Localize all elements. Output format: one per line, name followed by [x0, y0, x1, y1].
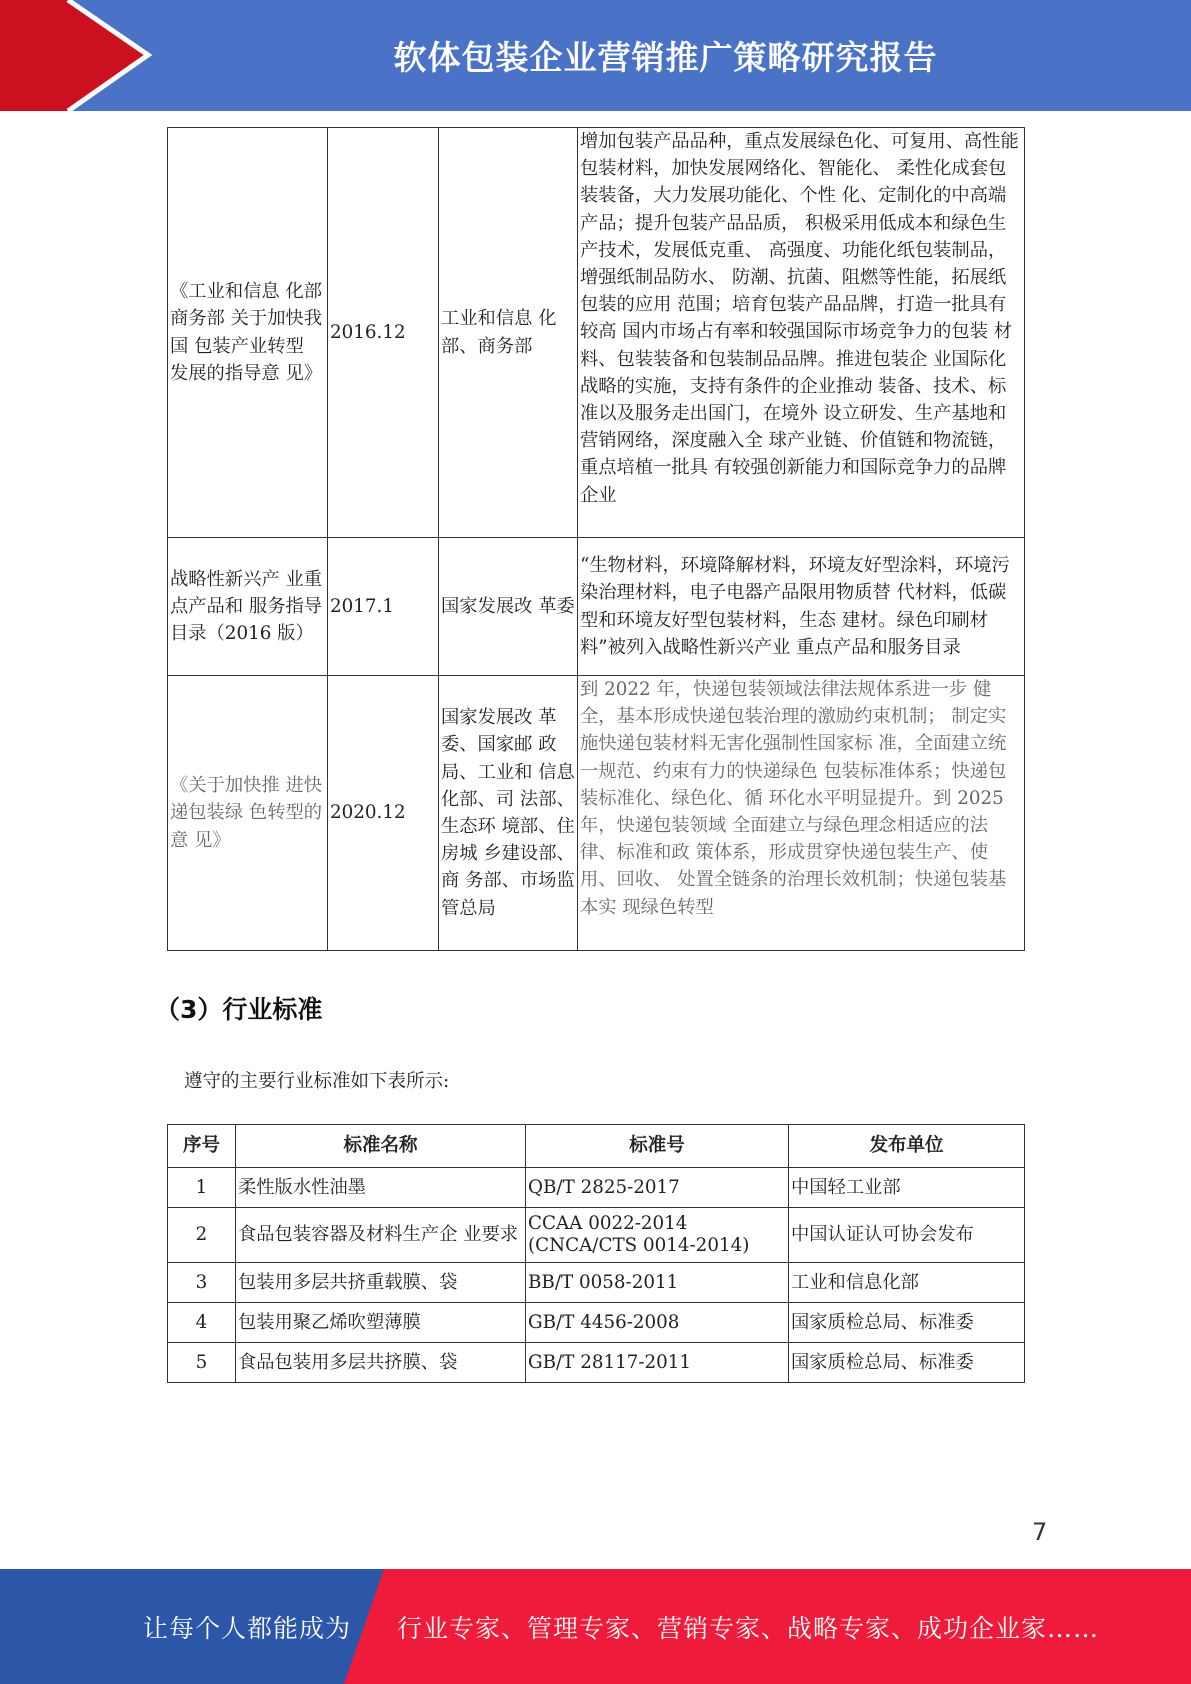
- table-row: [168, 128, 1025, 538]
- standard-code: QB/T 2825-2017: [526, 1168, 789, 1208]
- standard-code: BB/T 0058-2011: [526, 1263, 789, 1303]
- standard-org: 中国轻工业部: [789, 1168, 1025, 1208]
- standard-org: 工业和信息化部: [789, 1263, 1025, 1303]
- standard-no: 3: [168, 1263, 236, 1303]
- policy-table: [167, 127, 1025, 951]
- policy-date: 2016.12: [328, 128, 439, 538]
- policy-issuer: 国家发展改 革委、国家邮 政局、工业和 信息化部、司 法部、生态环 境部、住房城 乡建设部、商 务部、市场监 管总局: [439, 676, 578, 951]
- table-row: [168, 1208, 1025, 1263]
- policy-content: 增加包装产品品种，重点发展绿色化、可复用、高性能包装材料，加快发展网络化、智能化、 柔性化成套包装装备，大力发展功能化、个性 化、定制化的中高端产品；提升包装产品品质， 积极采用低成本和绿色生产技术，发展低克重、 高强度、功能化纸包装制品，增强纸制品防水、 防潮、抗菌、阻燃等性能，拓展纸包装的应用 范围；培育包装产品品牌，打造一批具有较高 国内市场占有率和较强国际市场竞争力的包装 材料、包装装备和包装制品品牌。推进包装企 业国际化战略的实施，支持有条件的企业推动 装备、技术、标准以及服务走出国门，在境外 设立研发、生产基地和营销网络，深度融入全 球产业链、价值链和物流链，重点培植一批具 有较强创新能力和国际竞争力的品牌企业: [578, 128, 1025, 538]
- column-header-no: 序号: [168, 1125, 236, 1168]
- section-intro: 遵守的主要行业标准如下表所示:: [184, 1071, 450, 1092]
- policy-content: “生物材料，环境降解材料，环境友好型涂料，环境污染治理材料，电子电器产品限用物质替 代材料，低碳型和环境友好型包装材料，生态 建材。绿色印刷材料”被列入战略性新兴产业 重点产品和服务目录: [578, 538, 1025, 676]
- standard-no: 5: [168, 1343, 236, 1383]
- standard-name: 柔性版水性油墨: [236, 1168, 526, 1208]
- standard-name: 食品包装容器及材料生产企 业要求: [236, 1208, 526, 1263]
- page-header: [0, 0, 1191, 111]
- standard-org: 中国认证认可协会发布: [789, 1208, 1025, 1263]
- standard-name: 包装用多层共挤重载膜、袋: [236, 1263, 526, 1303]
- standard-code: GB/T 28117-2011: [526, 1343, 789, 1383]
- table-row: [168, 1263, 1025, 1303]
- policy-content: 到 2022 年，快递包装领域法律法规体系进一步 健全，基本形成快递包装治理的激励约束机制； 制定实施快递包装材料无害化强制性国家标 准，全面建立统一规范、约束有力的快递绿色 包装标准体系；快递包装标准化、绿色化、循 环化水平明显提升。到 2025 年，快递包装领域 全面建立与绿色理念相适应的法律、标准和政 策体系，形成贯穿快递包装生产、使用、回收、 处置全链条的治理长效机制；快递包装基本实 现绿色转型: [578, 676, 1025, 951]
- section-heading: （3）行业标准: [155, 995, 323, 1024]
- page-number: 7: [1032, 1518, 1048, 1546]
- policy-name: 战略性新兴产 业重点产品和 服务指导目录（2016 版）: [168, 538, 328, 676]
- standard-name: 食品包装用多层共挤膜、袋: [236, 1343, 526, 1383]
- standard-code: CCAA 0022-2014 (CNCA/CTS 0014-2014): [526, 1208, 789, 1263]
- table-header-row: [168, 1125, 1025, 1168]
- column-header-org: 发布单位: [789, 1125, 1025, 1168]
- standard-org: 国家质检总局、标准委: [789, 1303, 1025, 1343]
- table-row: [168, 676, 1025, 951]
- standards-table: [167, 1124, 1025, 1383]
- table-row: [168, 1303, 1025, 1343]
- standard-org: 国家质检总局、标准委: [789, 1343, 1025, 1383]
- column-header-name: 标准名称: [236, 1125, 526, 1168]
- policy-date: 2020.12: [328, 676, 439, 951]
- standard-no: 2: [168, 1208, 236, 1263]
- report-title: 软体包装企业营销推广策略研究报告: [393, 38, 938, 77]
- policy-name: 《工业和信息 化部商务部 关于加快我国 包装产业转型 发展的指导意 见》: [168, 128, 328, 538]
- standard-no: 1: [168, 1168, 236, 1208]
- table-row: [168, 1168, 1025, 1208]
- footer-slogan-left: 让每个人都能成为: [143, 1613, 352, 1643]
- page-footer: [0, 1569, 1191, 1684]
- standard-code: GB/T 4456-2008: [526, 1303, 789, 1343]
- column-header-code: 标准号: [526, 1125, 789, 1168]
- standard-name: 包装用聚乙烯吹塑薄膜: [236, 1303, 526, 1343]
- policy-date: 2017.1: [328, 538, 439, 676]
- header-arrow-decoration: [0, 0, 160, 111]
- policy-name: 《关于加快推 进快递包装绿 色转型的意 见》: [168, 676, 328, 951]
- standard-no: 4: [168, 1303, 236, 1343]
- policy-issuer: 国家发展改 革委: [439, 538, 578, 676]
- policy-issuer: 工业和信息 化部、商务部: [439, 128, 578, 538]
- table-row: [168, 538, 1025, 676]
- table-row: [168, 1343, 1025, 1383]
- footer-slogan-right: 行业专家、管理专家、营销专家、战略专家、成功企业家……: [397, 1613, 1100, 1643]
